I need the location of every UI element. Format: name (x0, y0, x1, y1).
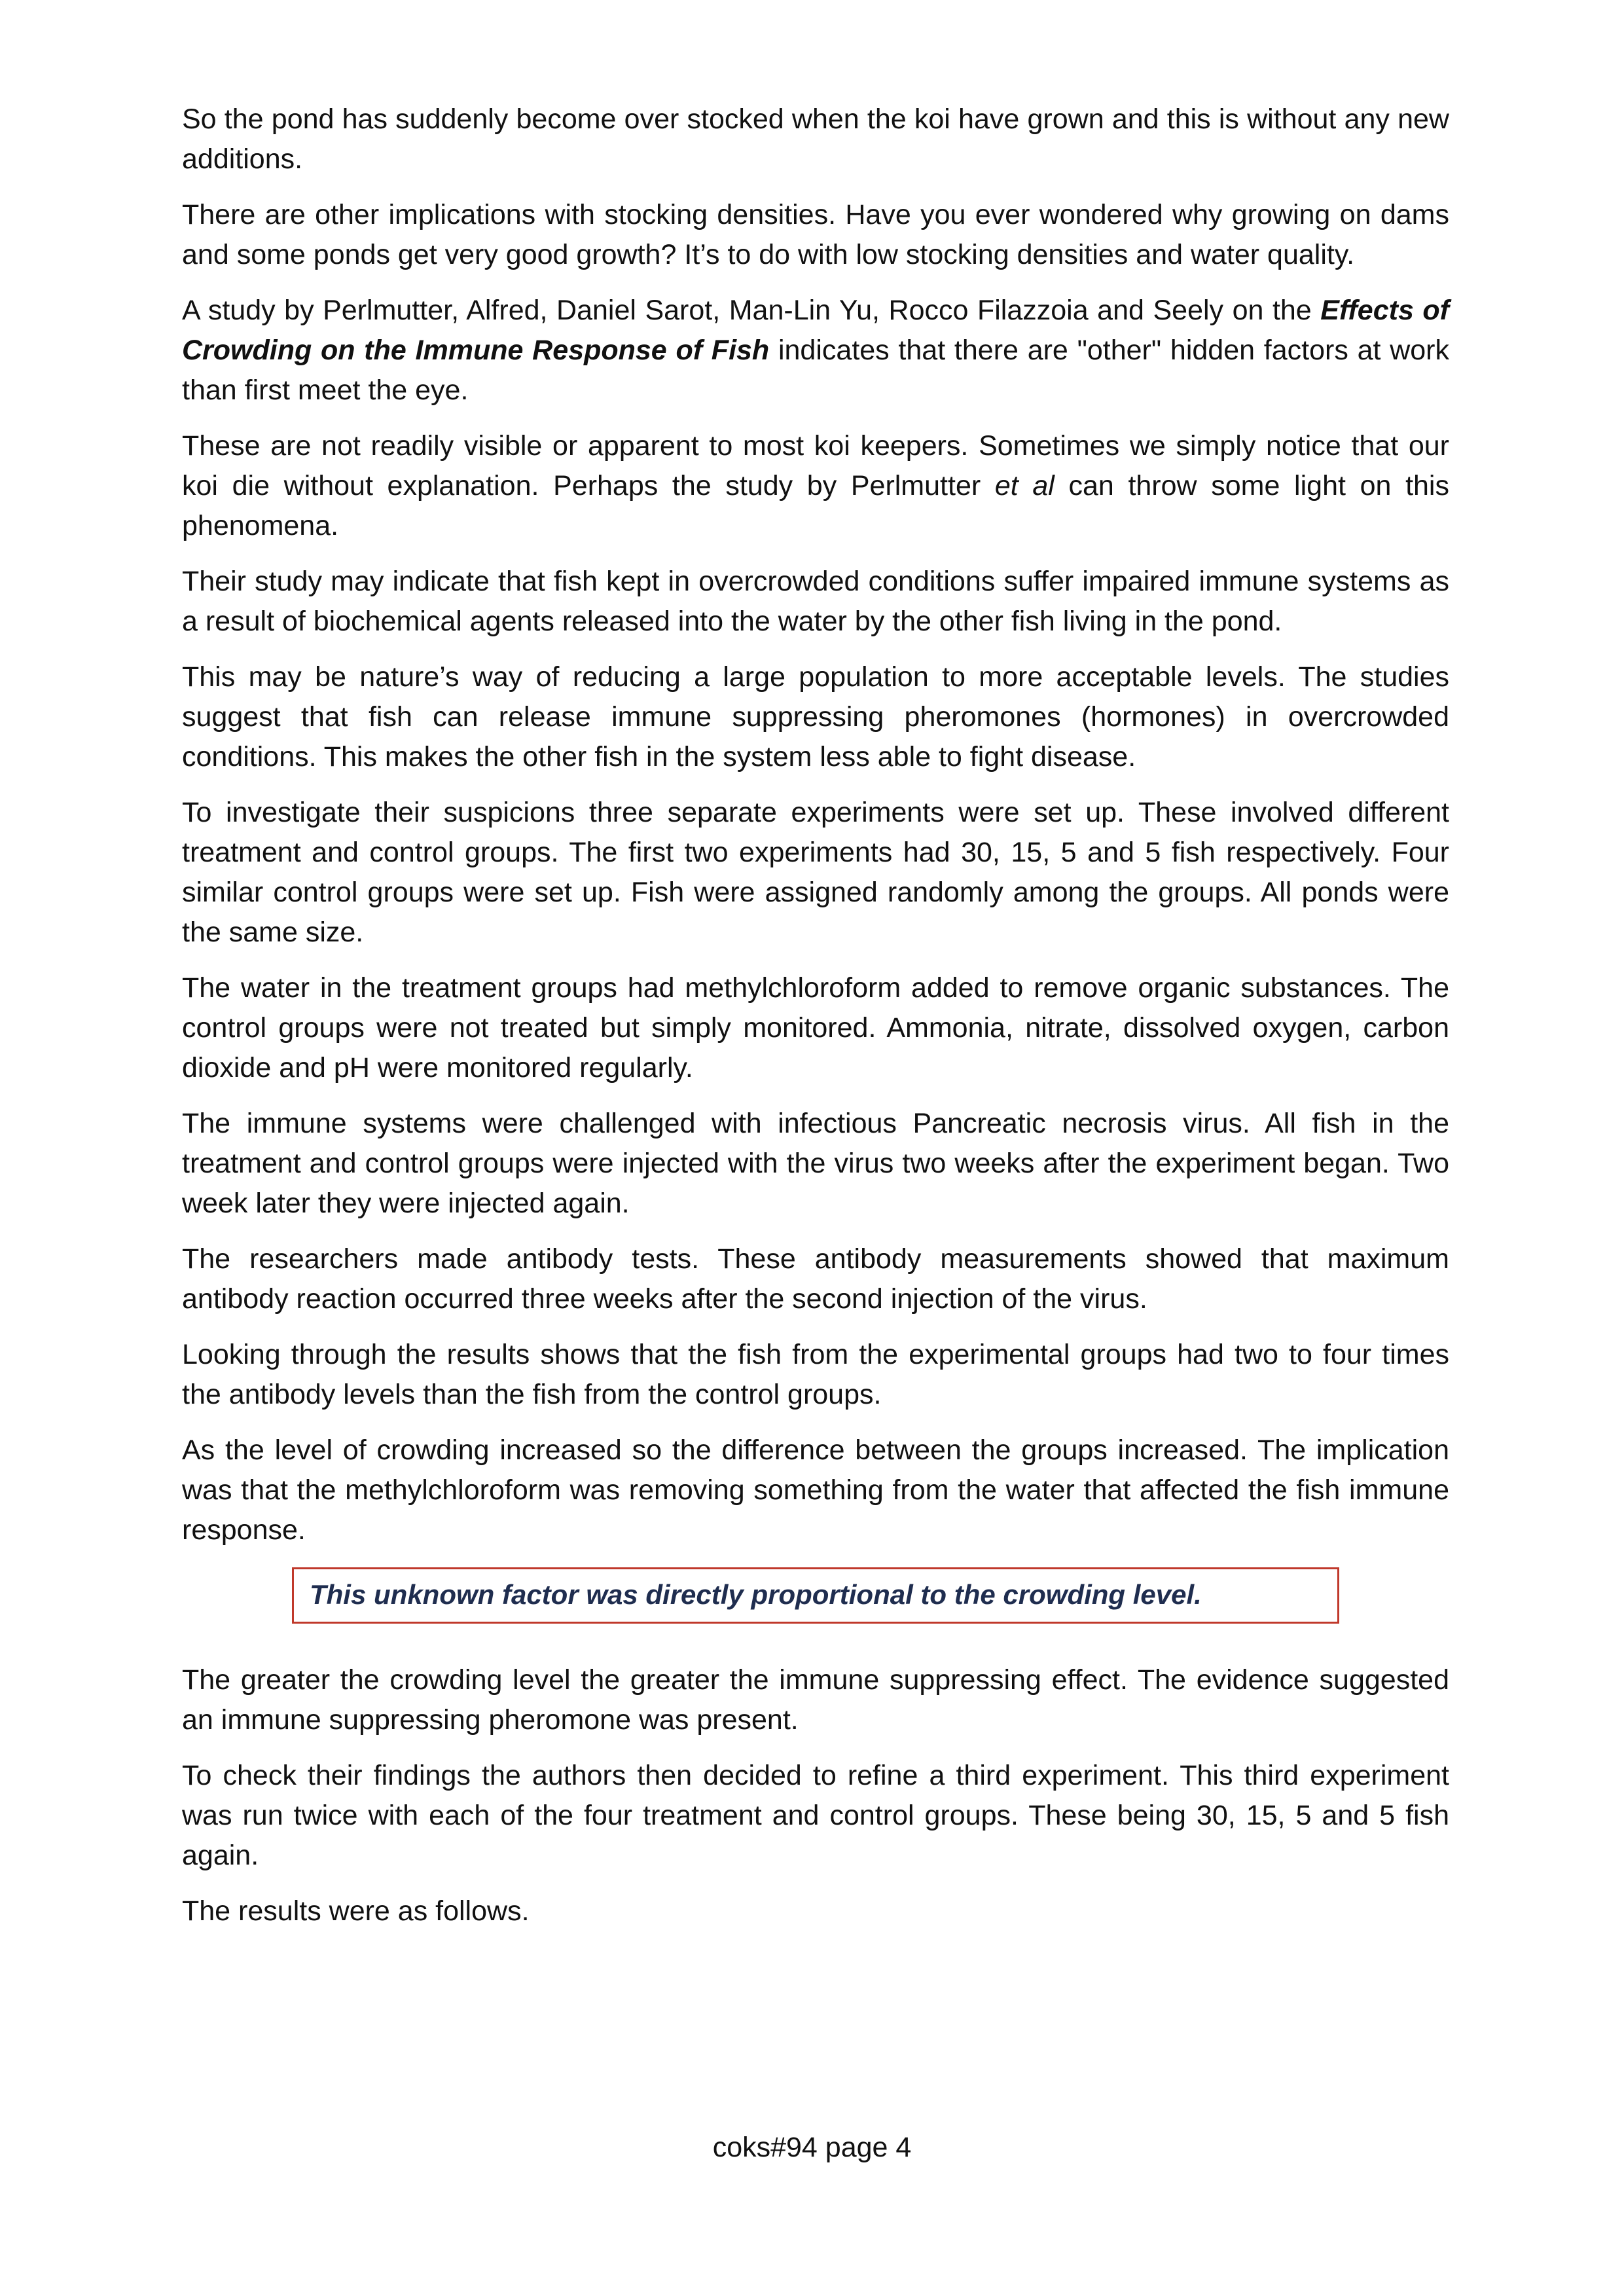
study-title: Effects of Crowding on the Immune Response of Fish (182, 295, 1449, 366)
callout-container (182, 1567, 1449, 1624)
paragraph-4-tail: can throw some light on this phenomena. (182, 470, 1449, 541)
page-body (182, 100, 1449, 1947)
paragraph-6: This may be nature’s way of reducing a large population to more acceptable levels. The studies suggest that fish can release immune suppressing pheromones (hormones) in overcrowded conditions. This makes the other fish in the system less able to fight disease. (182, 661, 1449, 773)
paragraph-13: The greater the crowding level the greater the immune suppressing effect. The evidence suggested an immune suppressing pheromone was present. (182, 1664, 1449, 1736)
paragraph-1: So the pond has suddenly become over stocked when the koi have grown and this is without any new additions. (182, 103, 1449, 175)
paragraph-14: To check their findings the authors then decided to refine a third experiment. This third experiment was run twice with each of the four treatment and control groups. These being 30, 15, 5 and 5 fish again. (182, 1760, 1449, 1871)
paragraph-8: The water in the treatment groups had methylchloroform added to remove organic substances. The control groups were not treated but simply monitored. Ammonia, nitrate, dissolved oxygen, carbon dioxide and pH were monitored regularly. (182, 972, 1449, 1084)
paragraph-5: Their study may indicate that fish kept in overcrowded conditions suffer impaired immune systems as a result of biochemical agents released into the water by the other fish living in the pond. (182, 566, 1449, 637)
et-al: et al (994, 470, 1055, 501)
page-footer: coks#94 page 4 (712, 2132, 912, 2163)
paragraph-15: The results were as follows. (182, 1895, 530, 1927)
paragraph-4-lead: These are not readily visible or apparent to most koi keepers. Sometimes we simply notice that our koi die without explanation. Perhaps the study by Perlmutter (182, 430, 1449, 501)
paragraph-12: As the level of crowding increased so the difference between the groups increased. The implication was that the methylchloroform was removing something from the water that affected the fish immune response. (182, 1434, 1449, 1546)
paragraph-3-lead: A study by Perlmutter, Alfred, Daniel Sarot, Man-Lin Yu, Rocco Filazzoia and Seely on the (182, 295, 1321, 326)
paragraph-3 (182, 291, 1449, 410)
paragraph-4 (182, 426, 1449, 546)
paragraph-3-tail: indicates that there are "other" hidden factors at work than first meet the eye. (182, 335, 1450, 406)
paragraph-7: To investigate their suspicions three separate experiments were set up. These involved different treatment and control groups. The first two experiments had 30, 15, 5 and 5 fish respectively. Four similar control groups were set up. Fish were assigned randomly among the groups. All ponds were the same size. (182, 797, 1449, 948)
callout-box: This unknown factor was directly proportional to the crowding level. (292, 1567, 1339, 1624)
paragraph-9: The immune systems were challenged with infectious Pancreatic necrosis virus. All fish in the treatment and control groups were injected with the virus two weeks after the experiment began. Two week later they were injected again. (182, 1108, 1449, 1219)
paragraph-2: There are other implications with stocking densities. Have you ever wondered why growing on dams and some ponds get very good growth? It’s to do with low stocking densities and water quality. (182, 199, 1449, 270)
paragraph-11: Looking through the results shows that the fish from the experimental groups had two to four times the antibody levels than the fish from the control groups. (182, 1339, 1449, 1410)
paragraph-10: The researchers made antibody tests. These antibody measurements showed that maximum antibody reaction occurred three weeks after the second injection of the virus. (182, 1243, 1449, 1315)
